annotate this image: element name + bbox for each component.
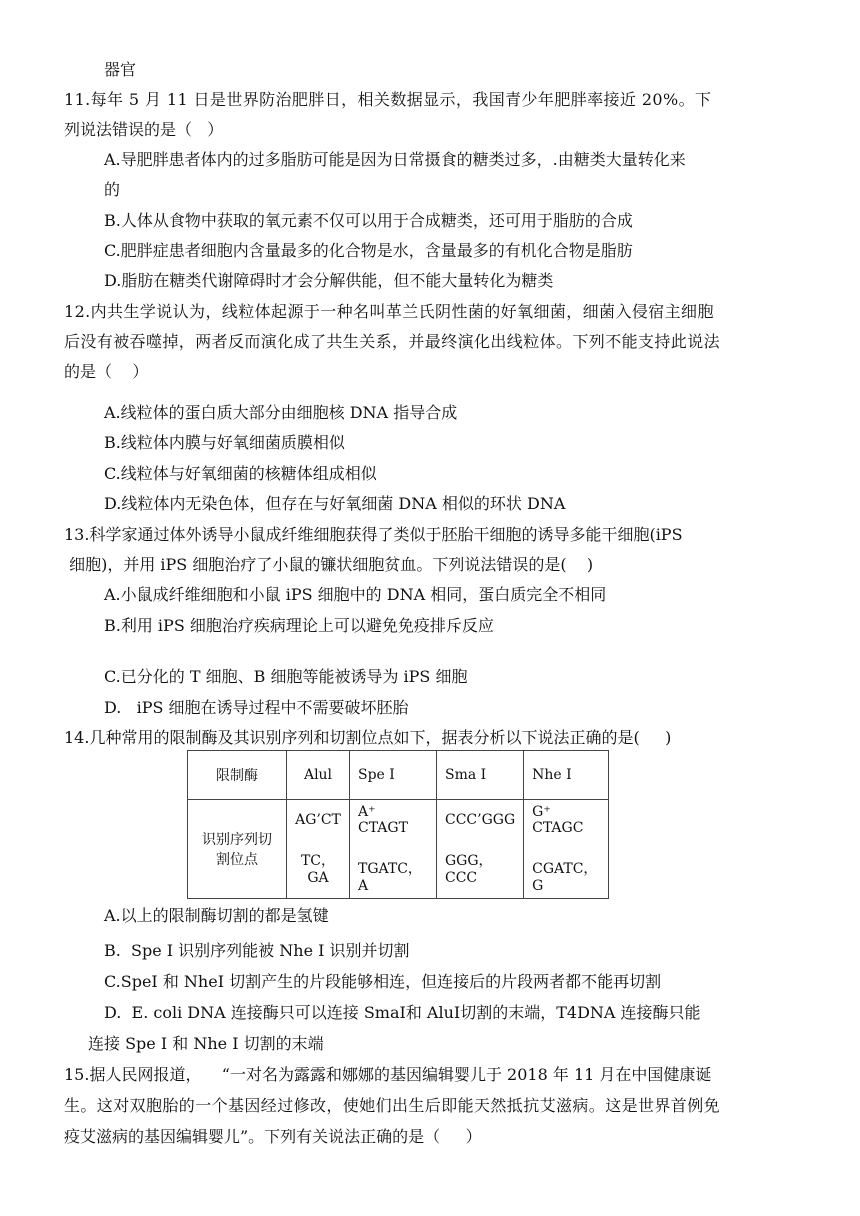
option-13-a: A.小鼠成纤维细胞和小鼠 iPS 细胞中的 DNA 相同，蛋白质完全不相同 — [104, 585, 607, 604]
text-line: 器官 — [104, 60, 137, 79]
question-12-stem: 12.内共生学说认为，线粒体起源于一种名叫革兰氏阴性菌的好氧细菌，细菌入侵宿主细胞 — [64, 302, 714, 321]
cut-site-top: AG’CT — [295, 812, 341, 828]
option-13-b: B.利用 iPS 细胞治疗疾病理论上可以避免免疫排斥反应 — [104, 616, 494, 635]
table-header-cell: Alul — [287, 751, 350, 800]
option-11-c: C.肥胖症患者细胞内含量最多的化合物是水，含量最多的有机化合物是脂肪 — [104, 241, 633, 260]
table-row — [188, 800, 609, 899]
text-line: 连接 Spe I 和 Nhe I 切割的末端 — [88, 1034, 324, 1053]
option-12-a: A.线粒体的蛋白质大部分由细胞核 DNA 指导合成 — [104, 403, 458, 422]
option-11-a: A.导肥胖患者体内的过多脂肪可能是因为日常摄食的糖类过多，.由糖类大量转化来 — [104, 150, 686, 169]
cut-site-bottom: TC，GA — [300, 853, 336, 886]
text-line: 的 — [104, 180, 121, 199]
text-line: 生。这对双胞胎的一个基因经过修改，使她们出生后即能天然抵抗艾滋病。这是世界首例免 — [64, 1096, 721, 1115]
option-12-c: C.线粒体与好氧细菌的核糖体组成相似 — [104, 464, 377, 483]
option-12-b: B.线粒体内膜与好氧细菌质膜相似 — [104, 433, 345, 452]
text-line: 列说法错误的是（ ） — [64, 120, 224, 139]
option-14-a: A.以上的限制酶切割的都是氢键 — [104, 906, 329, 925]
restriction-enzyme-table — [187, 750, 609, 899]
text-line: 细胞)，并用 iPS 细胞治疗了小鼠的镰状细胞贫血。下列说法错误的是( ) — [64, 555, 594, 574]
cut-site-top: A⁺ CTAGT — [358, 804, 408, 836]
question-11-stem: 11.每年 5 月 11 日是世界防治肥胖日，相关数据显示，我国青少年肥胖率接近 20%。下 — [64, 90, 712, 109]
question-13-stem: 13.科学家通过体外诱导小鼠成纤维细胞获得了类似于胚胎干细胞的诱导多能干细胞(iPS — [64, 525, 683, 544]
text-line: 后没有被吞噬掉，两者反而演化成了共生关系，并最终演化出线粒体。下列不能支持此说法 — [64, 332, 721, 351]
option-13-d: D. iPS 细胞在诱导过程中不需要破坏胚胎 — [104, 698, 409, 717]
table-header-cell: Sma I — [437, 751, 524, 800]
table-header-cell: Nhe I — [524, 751, 609, 800]
table-cell — [437, 800, 524, 899]
option-11-d: D.脂肪在糖类代谢障碍时才会分解供能，但不能大量转化为糖类 — [104, 271, 554, 290]
cut-site-bottom: CGATC，G — [532, 861, 598, 894]
cut-site-top: G⁺ CTAGC — [532, 804, 584, 836]
option-13-c: C.已分化的 T 细胞、B 细胞等能被诱导为 iPS 细胞 — [104, 667, 468, 686]
option-11-b: B.人体从食物中获取的氧元素不仅可以用于合成糖类，还可用于脂肪的合成 — [104, 211, 633, 230]
table-cell — [524, 800, 609, 899]
table-header-cell: 限制酶 — [188, 751, 287, 800]
question-15-stem: 15.据人民网报道， “一对名为露露和娜娜的基因编辑婴儿于 2018 年 11 月在中国健康诞 — [64, 1065, 712, 1084]
table-cell — [287, 800, 350, 899]
cut-site-bottom: GGG，CCC — [445, 853, 493, 886]
option-14-d: D. E. coli DNA 连接酶只可以连接 SmaⅠ和 AluⅠ切割的末端，T4DNA 连接酶只能 — [104, 1003, 701, 1022]
text-line: 的是（ ） — [64, 362, 149, 381]
table-cell — [350, 800, 437, 899]
table-header-row — [188, 751, 609, 800]
cut-site-bottom: TGATC，A — [358, 861, 422, 894]
option-14-b: B. Spe I 识别序列能被 Nhe I 识别并切割 — [104, 941, 410, 960]
option-14-c: C.SpeI 和 NheI 切割产生的片段能够相连，但连接后的片段两者都不能再切割 — [104, 972, 662, 991]
option-12-d: D.线粒体内无染色体，但存在与好氧细菌 DNA 相似的环状 DNA — [104, 494, 566, 513]
cut-site-top: CCC’GGG — [445, 812, 516, 828]
table-row-label: 识别序列切割位点 — [188, 800, 287, 899]
question-14-stem: 14.几种常用的限制酶及其识别序列和切割位点如下，据表分析以下说法正确的是( ) — [64, 728, 672, 747]
text-line: 疫艾滋病的基因编辑婴儿”。下列有关说法正确的是（ ） — [64, 1127, 482, 1146]
table-header-cell: Spe I — [350, 751, 437, 800]
